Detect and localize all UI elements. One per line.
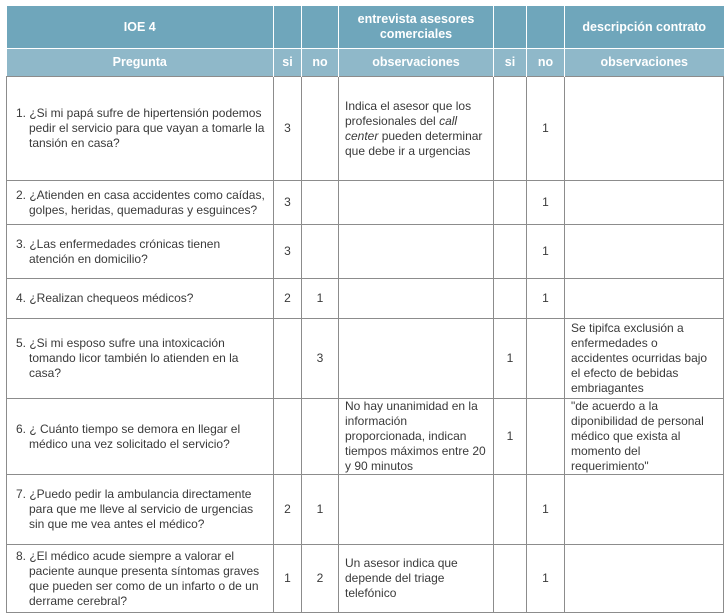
col-header-si-contrato: si bbox=[494, 49, 527, 77]
si-contrato-cell bbox=[494, 545, 527, 613]
observation-cell bbox=[339, 279, 494, 319]
no-contrato-cell: 1 bbox=[527, 181, 565, 225]
observation-cell: Un asesor indica que depende del triage telefónico bbox=[339, 545, 494, 613]
no-contrato-cell: 1 bbox=[527, 545, 565, 613]
header-ioe4: IOE 4 bbox=[7, 6, 274, 49]
observation-cell bbox=[339, 475, 494, 545]
contract-observation-cell bbox=[565, 279, 724, 319]
no-cell bbox=[302, 181, 339, 225]
header-entrevista-asesores: entrevista asesores comerciales bbox=[339, 6, 494, 49]
contract-observation-cell: "de acuerdo a la diponibilidad de personal médico que exista al momento del requerimiento" bbox=[565, 399, 724, 475]
observation-cell: Indica el asesor que los profesionales del call center pueden determinar que debe ir a urgencias bbox=[339, 77, 494, 181]
header-group-row bbox=[7, 6, 724, 49]
col-header-observaciones-contrato: observaciones bbox=[565, 49, 724, 77]
si-contrato-cell bbox=[494, 181, 527, 225]
no-contrato-cell: 1 bbox=[527, 279, 565, 319]
table-row bbox=[7, 399, 724, 475]
si-cell: 3 bbox=[274, 181, 302, 225]
si-cell: 1 bbox=[274, 545, 302, 613]
header-blank bbox=[274, 6, 302, 49]
header-blank bbox=[527, 6, 565, 49]
no-cell bbox=[302, 77, 339, 181]
table-row bbox=[7, 77, 724, 181]
observation-cell bbox=[339, 319, 494, 399]
table-row bbox=[7, 545, 724, 613]
contract-observation-cell bbox=[565, 545, 724, 613]
si-contrato-cell bbox=[494, 77, 527, 181]
question-cell: 7. ¿Puedo pedir la ambulancia directamente para que me lleve al servicio de urgencias sin que me vea antes el médico? bbox=[7, 475, 274, 545]
col-header-no-contrato: no bbox=[527, 49, 565, 77]
si-cell: 2 bbox=[274, 475, 302, 545]
no-cell: 1 bbox=[302, 279, 339, 319]
si-cell: 3 bbox=[274, 225, 302, 279]
header-descripcion-contrato: descripción contrato bbox=[565, 6, 724, 49]
table-row bbox=[7, 319, 724, 399]
no-cell: 2 bbox=[302, 545, 339, 613]
question-cell: 8. ¿El médico acude siempre a valorar el paciente aunque presenta síntomas graves que pueden ser como de un infarto o de un derrame cerebral? bbox=[7, 545, 274, 613]
no-contrato-cell bbox=[527, 399, 565, 475]
question-cell: 1. ¿Si mi papá sufre de hipertensión podemos pedir el servicio para que vayan a tomarle la tansión en casa? bbox=[7, 77, 274, 181]
header-column-row bbox=[7, 49, 724, 77]
si-cell bbox=[274, 399, 302, 475]
no-contrato-cell: 1 bbox=[527, 475, 565, 545]
table-row bbox=[7, 225, 724, 279]
table-row bbox=[7, 181, 724, 225]
si-contrato-cell bbox=[494, 225, 527, 279]
contract-observation-cell bbox=[565, 475, 724, 545]
header-blank bbox=[302, 6, 339, 49]
question-cell: 2. ¿Atienden en casa accidentes como caídas, golpes, heridas, quemaduras y esguinces? bbox=[7, 181, 274, 225]
contract-observation-cell bbox=[565, 77, 724, 181]
no-cell bbox=[302, 399, 339, 475]
observation-cell bbox=[339, 181, 494, 225]
no-cell: 1 bbox=[302, 475, 339, 545]
question-cell: 3. ¿Las enfermedades crónicas tienen atención en domicilio? bbox=[7, 225, 274, 279]
col-header-no: no bbox=[302, 49, 339, 77]
si-contrato-cell bbox=[494, 279, 527, 319]
question-cell: 5. ¿Si mi esposo sufre una intoxicación tomando licor también lo atienden en la casa? bbox=[7, 319, 274, 399]
si-contrato-cell: 1 bbox=[494, 399, 527, 475]
observation-cell bbox=[339, 225, 494, 279]
ioe4-comparison-table bbox=[6, 6, 724, 613]
col-header-pregunta: Pregunta bbox=[7, 49, 274, 77]
si-contrato-cell: 1 bbox=[494, 319, 527, 399]
contract-observation-cell bbox=[565, 181, 724, 225]
contract-observation-cell: Se tipifca exclusión a enfermedades o accidentes ocurridas bajo el efecto de bebidas embriagantes bbox=[565, 319, 724, 399]
col-header-observaciones: observaciones bbox=[339, 49, 494, 77]
col-header-si: si bbox=[274, 49, 302, 77]
no-contrato-cell: 1 bbox=[527, 77, 565, 181]
si-cell: 2 bbox=[274, 279, 302, 319]
table-row bbox=[7, 475, 724, 545]
si-contrato-cell bbox=[494, 475, 527, 545]
si-cell bbox=[274, 319, 302, 399]
no-contrato-cell bbox=[527, 319, 565, 399]
no-cell: 3 bbox=[302, 319, 339, 399]
no-contrato-cell: 1 bbox=[527, 225, 565, 279]
header-blank bbox=[494, 6, 527, 49]
no-cell bbox=[302, 225, 339, 279]
table-row bbox=[7, 279, 724, 319]
question-cell: 6. ¿ Cuánto tiempo se demora en llegar el médico una vez solicitado el servicio? bbox=[7, 399, 274, 475]
question-cell: 4. ¿Realizan chequeos médicos? bbox=[7, 279, 274, 319]
si-cell: 3 bbox=[274, 77, 302, 181]
observation-cell: No hay unanimidad en la información proporcionada, indican tiempos máximos entre 20 y 90 minutos bbox=[339, 399, 494, 475]
contract-observation-cell bbox=[565, 225, 724, 279]
